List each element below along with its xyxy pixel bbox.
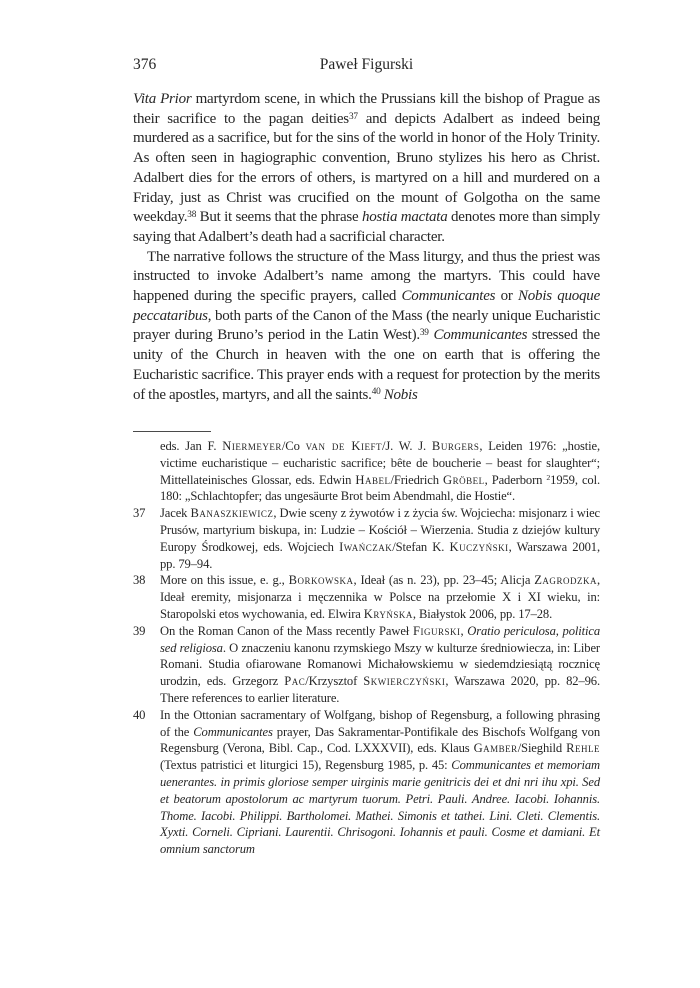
text-segment: /J. W. J. xyxy=(382,439,432,453)
text-segment: Habel xyxy=(355,472,391,487)
text-segment: martyrdom scene, in which the Prussians kill the bishop of Prague as their sacrifice to the pagan deities xyxy=(133,91,600,127)
text-segment: But it seems that the phrase xyxy=(196,209,362,226)
footnote-number: 38 xyxy=(133,573,146,588)
footnote-text xyxy=(160,506,600,570)
text-segment: prayer, Das Sakramentar-Pontifikale des Bischofs Wolfgang von Regensburg (Verona, Bibl. Cap., Cod. LXXXVII), eds. Klaus xyxy=(160,724,600,756)
text-segment: , Leiden 1976: „hostie, victime eucharistique – eucharistic sacrifice; bête de boucherie – beast for slaughter“; Mittellateinisches Glossar, eds. Edwin xyxy=(160,439,600,487)
text-segment: (Textus patristici et liturgici 15), Regensburg 1985, p. 45: xyxy=(160,758,452,773)
text-segment: Nobis quoque peccataribus xyxy=(133,288,601,324)
footnote-number: 40 xyxy=(133,707,146,722)
text-segment: /Friedrich xyxy=(390,472,443,487)
text-segment: Nobis xyxy=(383,386,418,403)
text-segment: , Białystok 2006, pp. 17–28. xyxy=(412,606,553,621)
text-segment: Borkowska xyxy=(288,573,354,588)
text-segment: Communicantes xyxy=(401,288,496,305)
text-segment: On the Roman Canon of the Mass recently Paweł xyxy=(160,623,413,638)
footnote-number: 39 xyxy=(133,623,146,638)
text-segment: Vita Prior xyxy=(133,91,192,107)
text-segment: . O znaczeniu kanonu rzymskiego Mszy w kulturze średniowiecza, in: Liber Romani. Studia ofiarowane Romanowi Michałowskiemu w siedemdziesiątą rocznicę urodzin, eds. Grzegorz xyxy=(160,640,600,689)
text-segment: , Paderborn xyxy=(484,472,547,487)
footnote-item xyxy=(133,707,600,858)
footnote-continuation xyxy=(160,438,600,505)
text-segment: and depicts Adalbert as indeed being murdered as a sacrifice, but for the sins of the world in honor of the Holy Trinity. As often seen in hagiographic convention, Bruno stylizes his hero as Christ. Adalbert dies for the errors of others, is martyred on a hill and murdered on a Friday, just as Christ was crucified on the mount of Golgotha on the same weekday. xyxy=(133,110,601,226)
text-segment: , Ideał (as n. 23), pp. 23–45; Alicja xyxy=(353,573,535,588)
footnote-text xyxy=(160,708,600,856)
text-segment: stressed the unity of the Church in heaven with the one on earth that is offering the Eucharistic sacrifice. This prayer ends with a request for protection by the merits of the apostles, martyrs, and all the saints. xyxy=(133,327,600,403)
superscript: 37 xyxy=(348,111,358,122)
superscript: 2 xyxy=(546,473,551,483)
text-segment: Burgers xyxy=(431,439,480,453)
text-segment: /Stefan K. xyxy=(392,539,450,554)
body-paragraph xyxy=(133,248,600,406)
text-segment: denotes more than simply saying that Adalbert’s death had a sacrificial character. xyxy=(133,209,600,245)
text-segment: Skwierczyński xyxy=(363,674,446,689)
text-segment: /Co xyxy=(281,439,306,453)
text-segment: Figurski xyxy=(412,623,461,638)
text-segment: More on this issue, e. g., xyxy=(160,573,289,588)
running-head: Paweł Figurski xyxy=(319,56,414,73)
text-segment: Communicantes xyxy=(193,724,273,739)
footnote-text xyxy=(160,573,600,621)
text-segment: Communicantes xyxy=(433,327,528,344)
text-segment: 1959, col. 180: „Schlachtopfer; das ungesäurte Brot beim Abendmahl, die Hostie“. xyxy=(160,472,600,504)
text-segment: eds. Jan F. xyxy=(160,439,223,453)
text-segment: Jacek xyxy=(160,506,191,521)
text-segment: Gamber xyxy=(473,741,518,756)
text-segment: Kryńska xyxy=(363,606,413,621)
text-segment: Communicantes et memoriam uenerantes. in primis gloriose semper uirginis marie genitricis dei et dni nri ihu xpi. Sed et beatorum apostolorum ac martyrum tuorum. Petri. Pauli. Andree. Iacobi. Iohannis. Thome. Iacobi. Philippi. Bartholomei. Mathei. Simonis et tathei. Lini. Cleti. Clementis. Xyxti. Corneli. Cipriani. Laurentii. Chrisogoni. Iohannis et pauli. Cosme et damiani. Et omnium sanctorum xyxy=(160,758,600,857)
footnotes-section xyxy=(133,438,600,858)
superscript: 39 xyxy=(419,328,429,339)
text-segment: In the Ottonian sacramentary of Wolfgang, bishop of Regensburg, a following phrasing of the xyxy=(160,707,600,739)
text-segment: Banaszkiewicz xyxy=(190,506,274,521)
footnote-text xyxy=(160,624,600,705)
text-segment: , Ideał eremity, misjonarza i męczennika w Polsce na przełomie X i XI wieku, in: Staropolski etos wychowania, ed. Elwira xyxy=(160,573,600,621)
text-segment: , both parts of the Canon of the Mass (the nearly unique Eucharistic prayer during Bruno’s period in the Latin West). xyxy=(133,307,600,344)
text-segment: or xyxy=(495,288,518,305)
text-segment: Zagrodzka xyxy=(534,573,597,588)
text-segment: , Dwie sceny z żywotów i z życia św. Wojciecha: misjonarz i wiec Prusów, martyrium biskupa, in: Ludzie – Kościół – Wierzenia. Studia z dziejów kultury Europy Środkowej, eds. Wojciech xyxy=(160,506,600,554)
text-segment: , xyxy=(460,623,468,638)
text-segment: /Sieghild xyxy=(517,741,567,756)
page-number: 376 xyxy=(133,56,157,73)
text-segment: hostia mactata xyxy=(361,209,448,226)
superscript: 38 xyxy=(187,210,197,221)
text-segment: Niermeyer xyxy=(222,439,282,453)
text-segment: /Krzysztof xyxy=(305,674,364,689)
footnote-separator-rule xyxy=(133,431,211,432)
text-segment: Oratio periculosa, politica sed religiosa xyxy=(160,623,600,655)
text-segment: , Warszawa 2001, pp. 79–94. xyxy=(160,539,600,571)
text-segment: , Warszawa 2020, pp. 82–96. There references to earlier literature. xyxy=(160,674,600,705)
footnote-item xyxy=(133,505,600,572)
text-segment: van de Kieft xyxy=(305,439,383,453)
footnote-number: 37 xyxy=(133,506,146,521)
page-header xyxy=(133,56,600,76)
body-text xyxy=(133,90,600,405)
footnote-item xyxy=(133,623,600,707)
superscript: 40 xyxy=(371,387,381,398)
text-segment: Iwańczak xyxy=(339,539,393,554)
text-segment: Pac xyxy=(284,674,306,689)
text-segment: Gröbel xyxy=(442,472,485,487)
text-segment: Kuczyński xyxy=(449,539,509,554)
footnote-item xyxy=(133,572,600,622)
text-segment: The narrative follows the structure of the Mass liturgy, and thus the priest was instructed to invoke Adalbert’s name among the martyrs. This could have happened during the specific prayers, called xyxy=(133,248,600,305)
body-paragraph xyxy=(133,90,600,248)
text-segment: Rehle xyxy=(566,741,600,756)
